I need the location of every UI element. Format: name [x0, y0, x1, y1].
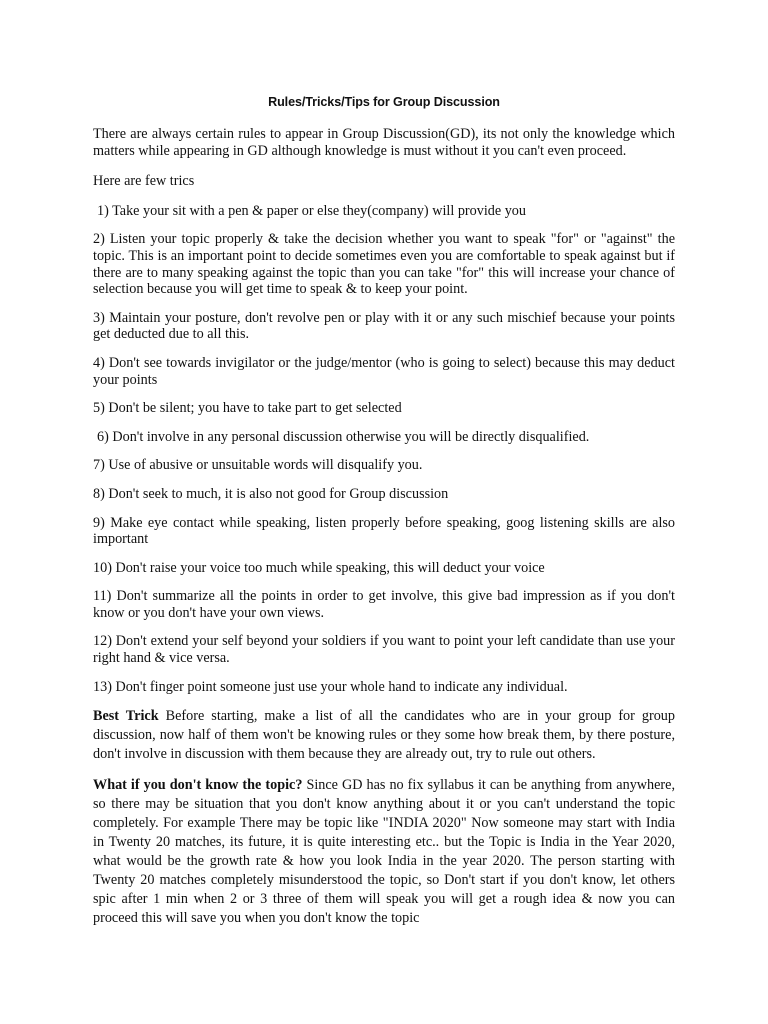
unknown-topic-text: Since GD has no fix syllabus it can be anything from anywhere, so there may be situation that you don't know anything about it or you can't understand the topic completely. For example There may be topic like "INDIA 2020" Now someone may start with India in Twenty 20 matches, its future, it is quite interesting etc.. but the Topic is India in the Year 2020, what would be the growth rate & how you look India in the year 2020. The person starting with Twenty 20 matches completely misunderstood the topic, so Don't start if you don't know, let others spic after 1 min when 2 or 3 three of them will speak you will get a rough idea & now you can proceed this will save you when you don't know the topic — [93, 777, 675, 927]
best-trick-label: Best Trick — [93, 708, 159, 725]
rule-2: 2) Listen your topic properly & take the decision whether you want to speak "for" or "against" the topic. This is an important point to decide sometimes even you are comfortable to speak against but if there are to many speaking against the topic than you can take "for" this will increase your chance of selection because you will get time to speak & to keep your point. — [93, 231, 675, 298]
rule-9: 9) Make eye contact while speaking, listen properly before speaking, goog listening skills are also important — [93, 514, 675, 548]
rule-13: 13) Don't finger point someone just use your whole hand to indicate any individual. — [93, 678, 568, 695]
rule-5: 5) Don't be silent; you have to take part to get selected — [93, 400, 402, 417]
rule-4: 4) Don't see towards invigilator or the judge/mentor (who is going to select) because this may deduct your points — [93, 354, 675, 388]
unknown-topic-label: What if you don't know the topic? — [93, 777, 303, 794]
document-title: Rules/Tricks/Tips for Group Discussion — [268, 95, 500, 109]
rule-10: 10) Don't raise your voice too much while speaking, this will deduct your voice — [93, 559, 545, 576]
best-trick-paragraph — [93, 707, 675, 764]
rule-1: 1) Take your sit with a pen & paper or else they(company) will provide you — [97, 202, 526, 219]
rule-11: 11) Don't summarize all the points in order to get involve, this give bad impression as if you don't know or you don't have your own views. — [93, 588, 675, 621]
best-trick-text: Before starting, make a list of all the candidates who are in your group for group discussion, now half of them won't be knowing rules or they some how break them, by there posture, don't involve in discussion with them because they are already out, try to rule out others. — [93, 708, 675, 763]
few-tricks-line: Here are few trics — [93, 173, 195, 190]
unknown-topic-paragraph — [93, 776, 675, 928]
rule-8: 8) Don't seek to much, it is also not good for Group discussion — [93, 485, 449, 502]
rule-6: 6) Don't involve in any personal discussion otherwise you will be directly disqualified. — [97, 428, 590, 445]
rule-7: 7) Use of abusive or unsuitable words will disqualify you. — [93, 457, 423, 474]
document-page — [93, 0, 675, 928]
intro-paragraph: There are always certain rules to appear in Group Discussion(GD), its not only the knowledge which matters while appearing in GD although knowledge is must without it you can't even proceed. — [93, 126, 675, 159]
rule-12: 12) Don't extend your self beyond your soldiers if you want to point your left candidate than use your right hand & vice versa. — [93, 633, 675, 667]
rule-3: 3) Maintain your posture, don't revolve pen or play with it or any such mischief because your points get deducted due to all this. — [93, 309, 675, 343]
